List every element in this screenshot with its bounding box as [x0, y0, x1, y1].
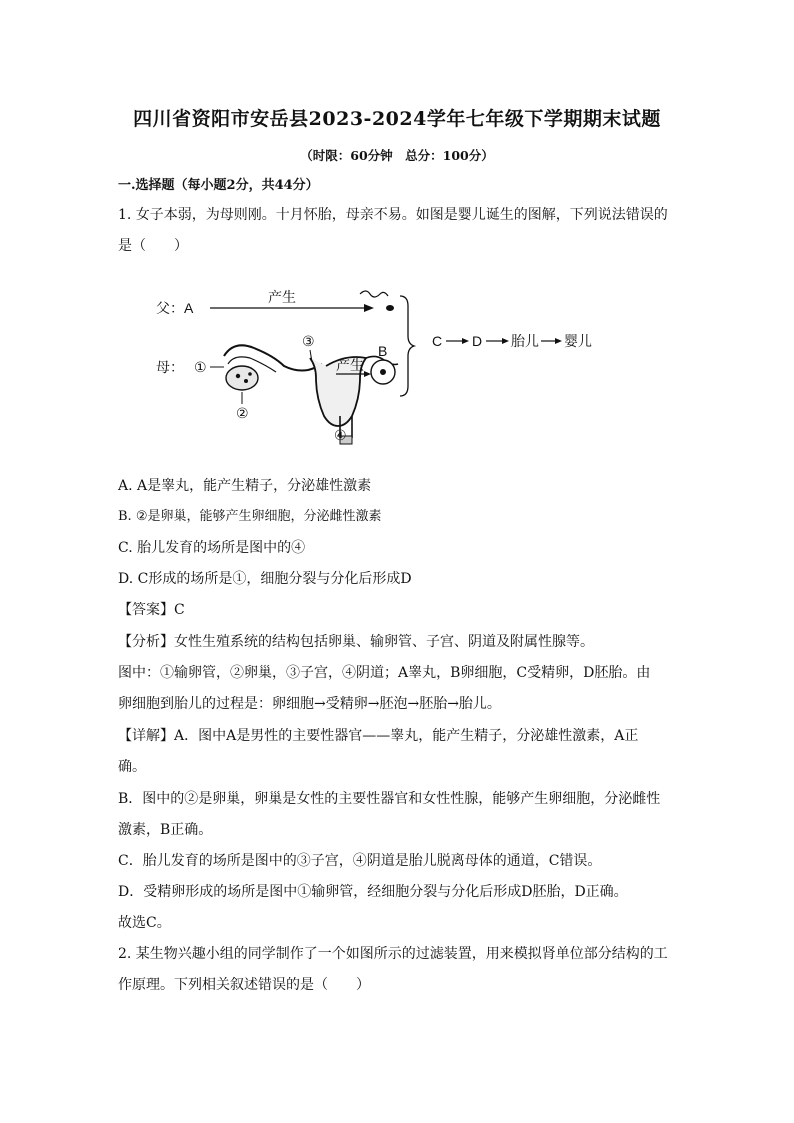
label-2: ② [236, 405, 249, 421]
analysis-line: B．图中的②是卵巢，卵巢是女性的主要性器官和女性性腺，能够产生卵细胞，分泌雌性 [118, 791, 661, 807]
q1-option-d: D. C形成的场所是①，细胞分裂与分化后形成D [118, 571, 412, 587]
analysis-line: 图中：①输卵管，②卵巢，③子宫，④阴道；A睾丸，B卵细胞，C受精卵，D胚胎。由 [118, 665, 651, 681]
sperm-head [386, 305, 394, 311]
produce-label-1: 产生 [268, 289, 296, 305]
q1-option-c: C. 胎儿发育的场所是图中的④ [118, 540, 306, 556]
q1-stem-line2: 是（ ） [118, 238, 188, 254]
analysis-line: 卵细胞到胎儿的过程是：卵细胞→受精卵→胚泡→胚胎→胎儿。 [118, 696, 501, 712]
chain-c: C [432, 333, 443, 349]
label-1: ① [194, 359, 207, 375]
analysis-line: 故选C。 [118, 915, 171, 931]
produce-label-2: 产生 [336, 357, 364, 373]
label-4: ④ [334, 427, 347, 443]
q1-stem-line1: 1. 女子本弱，为母则刚。十月怀胎，母亲不易。如图是婴儿诞生的图解，下列说法错误的 [118, 207, 668, 223]
brace [400, 296, 414, 396]
section-heading: 一.选择题（每小题2分，共44分） [118, 178, 319, 193]
analysis-line: 【分析】女性生殖系统的结构包括卵巢、输卵管、子宫、阴道及附属性腺等。 [118, 634, 594, 650]
analysis-line: 激素，B正确。 [118, 822, 213, 838]
label-3: ③ [302, 333, 315, 349]
label-b: B [378, 343, 388, 359]
q1-option-a: A. A是睾丸，能产生精子，分泌雄性激素 [118, 478, 372, 494]
father-arrow-head [364, 304, 374, 312]
chain-d: D [472, 333, 483, 349]
q2-stem-line2: 作原理。下列相关叙述错误的是（ ） [118, 977, 370, 993]
page-title: 四川省资阳市安岳县2023-2024学年七年级下学期期末试题 [133, 108, 661, 130]
father-label: 父：A [156, 300, 194, 316]
analysis-line: 【详解】A．图中A是男性的主要性器官——睾丸，能产生精子，分泌雄性激素，A正 [118, 728, 639, 744]
q1-option-b: B. ②是卵巢，能够产生卵细胞，分泌雌性激素 [118, 509, 382, 524]
chain-fetus: 胎儿 [511, 333, 539, 349]
analysis-line: C．胎儿发育的场所是图中的③子宫，④阴道是胎儿脱离母体的通道，C错误。 [118, 853, 602, 869]
birth-diagram [150, 286, 610, 456]
analysis-line: D．受精卵形成的场所是图中①输卵管，经细胞分裂与分化后形成D胚胎，D正确。 [118, 884, 628, 900]
ovary-left [226, 366, 258, 390]
chain-baby: 婴儿 [564, 333, 592, 349]
q1-answer: 【答案】C [118, 602, 185, 618]
analysis-line: 确。 [118, 759, 146, 775]
page-subtitle: （时限：60分钟 总分：100分） [300, 148, 494, 163]
sperm-tail [360, 291, 388, 297]
mother-label: 母： [156, 359, 184, 375]
q2-stem-line1: 2. 某生物兴趣小组的同学制作了一个如图所示的过滤装置，用来模拟肾单位部分结构的工 [118, 946, 668, 962]
